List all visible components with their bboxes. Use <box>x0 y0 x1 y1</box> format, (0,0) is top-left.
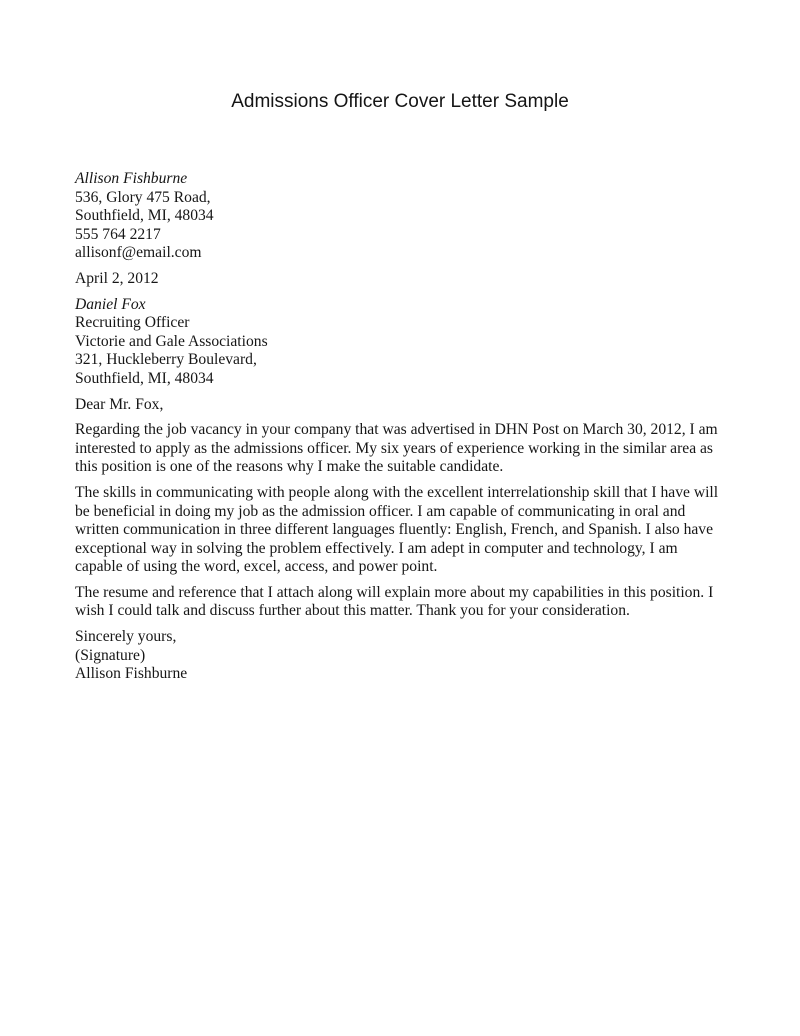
sender-email: allisonf@email.com <box>75 244 202 262</box>
letter-body <box>75 170 725 684</box>
recipient-name: Daniel Fox <box>75 295 146 313</box>
closing-block <box>75 628 725 684</box>
sender-phone: 555 764 2217 <box>75 225 161 243</box>
sender-block <box>75 170 725 263</box>
recipient-address-line1: 321, Huckleberry Boulevard, <box>75 351 257 369</box>
page-title: Admissions Officer Cover Letter Sample <box>231 91 569 112</box>
sender-name: Allison Fishburne <box>75 170 188 187</box>
recipient-company: Victorie and Gale Associations <box>75 332 268 350</box>
recipient-job-title: Recruiting Officer <box>75 314 190 332</box>
letter-date: April 2, 2012 <box>75 269 159 287</box>
sender-address-line2: Southfield, MI, 48034 <box>75 207 214 225</box>
recipient-address-line2: Southfield, MI, 48034 <box>75 369 214 387</box>
paragraph-3: The resume and reference that I attach along will explain more about my capabilities in this position. I wish I could talk and discuss further about this matter. Thank you for your consideration. <box>75 583 714 620</box>
salutation-text: Dear Mr. Fox, <box>75 395 164 413</box>
recipient-block <box>75 296 725 389</box>
salutation <box>75 396 725 415</box>
date-line <box>75 270 725 289</box>
valediction: Sincerely yours, <box>75 628 177 646</box>
paragraph-2: The skills in communicating with people along with the excellent interrelationship skill that I have will be beneficial in doing my job as the admission officer. I am capable of communicating in oral and written communication in three different languages fluently: English, French, and Spanish. I also have exceptional way in solving the problem effectively. I am adept in computer and technology, I am capable of using the word, excel, access, and power point. <box>75 483 719 576</box>
sender-address-line1: 536, Glory 475 Road, <box>75 188 211 206</box>
signed-name: Allison Fishburne <box>75 665 188 683</box>
paragraph-1: Regarding the job vacancy in your company that was advertised in DHN Post on March 30, 2012, I am interested to apply as the admissions officer. My six years of experience working in the similar area as this position is one of the reasons why I make the suitable candidate. <box>75 421 718 476</box>
signature-placeholder: (Signature) <box>75 646 146 664</box>
